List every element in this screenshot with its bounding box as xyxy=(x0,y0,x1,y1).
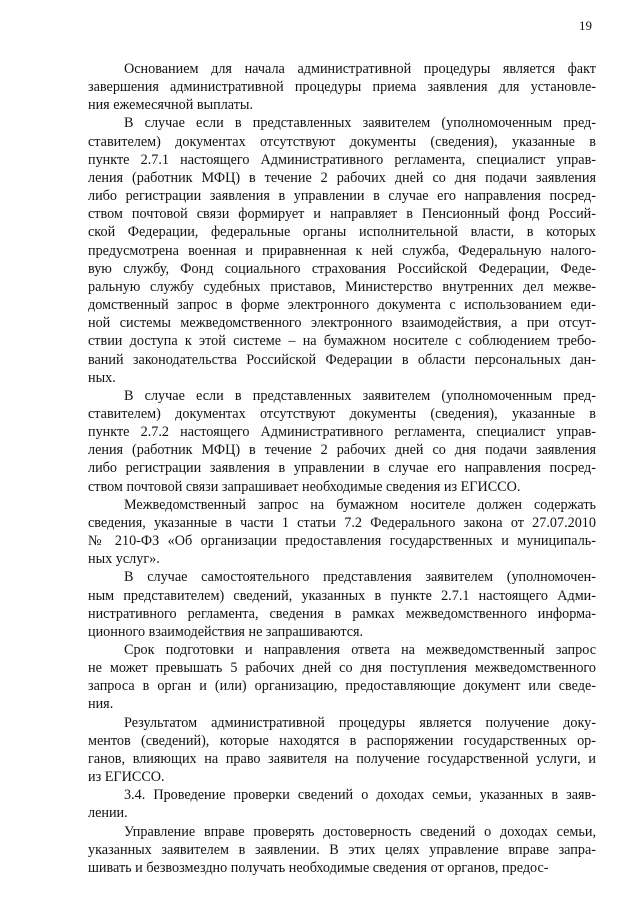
text-line: Срок подготовки и направления ответа на межведомственный запрос xyxy=(124,642,596,658)
paragraph-income-verification xyxy=(88,823,596,877)
text-line: ством почтовой связи формирует и направляет в Пенсионный фонд Россий- xyxy=(88,206,596,223)
text-line: ставителем) документах отсутствуют документы (сведения), указанные в xyxy=(88,405,596,422)
text-line: ционного взаимодействия не запрашиваются. xyxy=(88,623,364,640)
text-line: В случае если в представленных заявителем (уполномоченным пред- xyxy=(124,387,596,404)
text-line: запроса в орган и (или) организацию, предоставляющие документ или сведе- xyxy=(88,678,596,695)
text-line: вую службу, Фонд социального страхования Российской Федерации, Феде- xyxy=(88,260,596,277)
document-body xyxy=(88,60,596,877)
text-line: домственный запрос в форме электронного документа с использованием еди- xyxy=(88,297,596,314)
text-line: ральную службу судебных приставов, Министерство внутренних дел межве- xyxy=(88,278,596,295)
text-line: ления (работник МФЦ) в течение 2 рабочих дней со дня подачи заявления xyxy=(88,442,596,459)
text-line: ставителем) документах отсутствуют документы (сведения), указанные в xyxy=(88,133,596,150)
paragraph-procedure-result xyxy=(88,714,596,787)
text-line: сведения, указанные в части 1 статьи 7.2 Федерального закона от 27.07.2010 xyxy=(88,514,596,531)
text-line: ления (работник МФЦ) в течение 2 рабочих дней со дня подачи заявления xyxy=(88,169,596,186)
text-line: шивать и безвозмездно получать необходимые сведения от органов, предос- xyxy=(88,859,549,876)
text-line: пункте 2.7.2 настоящего Административного регламента, специалист управ- xyxy=(88,424,596,441)
text-line: пункте 2.7.1 настоящего Административного регламента, специалист управ- xyxy=(88,151,596,168)
text-line: указанных заявителем в заявлении. В этих целях управление вправе запра- xyxy=(88,841,596,858)
text-line: предусмотрена военная и приравненная к ней служба, Федеральную налого- xyxy=(88,242,596,259)
text-line: ганов, влияющих на право заявителя на получение государственной услуги, и xyxy=(88,750,596,767)
text-line: ской Федерации, федеральные органы исполнительной власти, в которых xyxy=(88,224,596,241)
text-line: ных услуг». xyxy=(88,551,160,568)
text-line: ством почтовой связи запрашивает необходимые сведения из ЕГИССО. xyxy=(88,478,521,495)
text-line: ствии доступа к этой системе – на бумажном носителе с соблюдением требо- xyxy=(88,333,596,350)
text-line: ния. xyxy=(88,696,114,713)
text-line: либо регистрации заявления в управлении в случае его направления посред- xyxy=(88,460,596,477)
text-line: В случае самостоятельного представления заявителем (уполномочен- xyxy=(124,569,596,586)
paragraph-response-deadline xyxy=(88,641,596,714)
text-line: либо регистрации заявления в управлении в случае его направления посред- xyxy=(88,188,596,205)
paragraph-basis xyxy=(88,60,596,114)
text-line: лении. xyxy=(88,805,128,822)
section-heading-3-4 xyxy=(88,786,596,822)
text-line: ваний законодательства Российской Федерации в области персональных дан- xyxy=(88,351,596,368)
text-line: не может превышать 5 рабочих дней со дня поступления межведомственного xyxy=(88,660,596,677)
text-line: завершения административной процедуры приема заявления для установле- xyxy=(88,79,596,96)
paragraph-egisso-request-2-7-2 xyxy=(88,387,596,496)
page-number: 19 xyxy=(579,18,592,33)
text-line: из ЕГИССО. xyxy=(88,769,165,786)
text-line: ния ежемесячной выплаты. xyxy=(88,97,253,114)
text-line: Результатом административной процедуры является получение доку- xyxy=(124,714,596,731)
text-line: Основанием для начала административной процедуры является факт xyxy=(124,61,596,77)
text-line: Управление вправе проверять достоверность сведений о доходах семьи, xyxy=(124,823,596,840)
text-line: ной системы межведомственного электронного взаимодействия, а при отсут- xyxy=(88,315,596,332)
paragraph-paper-request-content xyxy=(88,496,596,569)
text-line: ных. xyxy=(88,369,116,386)
text-line: ным представителем) сведений, указанных в пункте 2.7.1 настоящего Адми- xyxy=(88,587,596,604)
text-line: ментов (сведений), которые находятся в распоряжении государственных ор- xyxy=(88,732,596,749)
paragraph-interdepartmental-request-2-7-1 xyxy=(88,114,596,386)
text-line: нистративного регламента, сведения в рамках межведомственного информа- xyxy=(88,605,596,622)
text-line: 3.4. Проведение проверки сведений о доходах семьи, указанных в заяв- xyxy=(124,787,596,804)
text-line: № 210-ФЗ «Об организации предоставления государственных и муниципаль- xyxy=(88,533,596,550)
paragraph-self-submission xyxy=(88,568,596,641)
text-line: Межведомственный запрос на бумажном носителе должен содержать xyxy=(124,496,596,513)
text-line: В случае если в представленных заявителем (уполномоченным пред- xyxy=(124,115,596,132)
